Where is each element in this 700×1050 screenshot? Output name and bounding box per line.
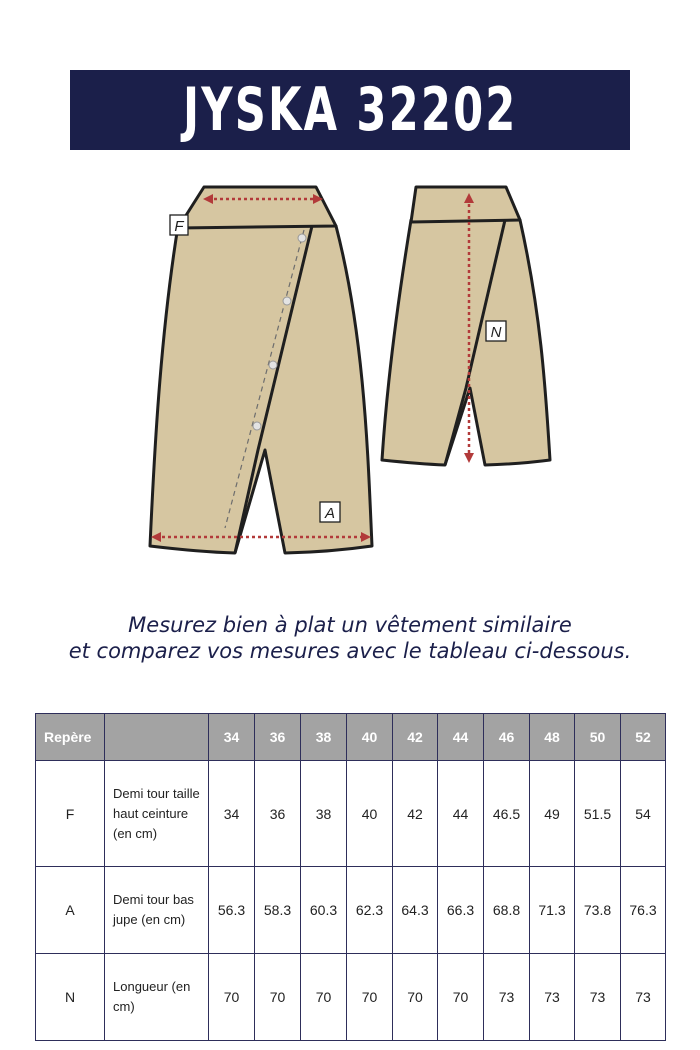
table-cell: 70 bbox=[209, 954, 255, 1041]
table-cell: 66.3 bbox=[438, 867, 484, 954]
title-banner bbox=[70, 70, 630, 150]
header-size: 42 bbox=[393, 714, 438, 761]
header-size: 52 bbox=[621, 714, 666, 761]
header-size: 50 bbox=[575, 714, 621, 761]
table-cell: 38 bbox=[301, 761, 347, 867]
back-skirt-body bbox=[382, 220, 550, 465]
header-size: 44 bbox=[438, 714, 484, 761]
table-cell: 54 bbox=[621, 761, 666, 867]
table-cell: 58.3 bbox=[255, 867, 301, 954]
button-icon bbox=[269, 361, 277, 369]
size-chart-table bbox=[35, 713, 666, 1041]
row-description: Demi tour taille haut ceinture (en cm) bbox=[105, 761, 209, 867]
header-size: 36 bbox=[255, 714, 301, 761]
table-cell: 73 bbox=[484, 954, 530, 1041]
back-waistband bbox=[411, 187, 520, 222]
table-row bbox=[36, 954, 666, 1041]
button-icon bbox=[283, 297, 291, 305]
skirt-illustration bbox=[140, 178, 560, 568]
table-header-row bbox=[36, 714, 666, 761]
row-mark: F bbox=[36, 761, 105, 867]
table-cell: 46.5 bbox=[484, 761, 530, 867]
measuring-instructions bbox=[0, 612, 700, 664]
table-cell: 62.3 bbox=[347, 867, 393, 954]
table-cell: 34 bbox=[209, 761, 255, 867]
table-cell: 40 bbox=[347, 761, 393, 867]
table-cell: 70 bbox=[347, 954, 393, 1041]
table-cell: 70 bbox=[393, 954, 438, 1041]
table-cell: 73 bbox=[530, 954, 575, 1041]
table-cell: 73 bbox=[621, 954, 666, 1041]
table-cell: 68.8 bbox=[484, 867, 530, 954]
table-cell: 60.3 bbox=[301, 867, 347, 954]
row-mark: A bbox=[36, 867, 105, 954]
table-cell: 56.3 bbox=[209, 867, 255, 954]
table-cell: 71.3 bbox=[530, 867, 575, 954]
header-repere: Repère bbox=[36, 714, 105, 761]
table-cell: 76.3 bbox=[621, 867, 666, 954]
header-size: 38 bbox=[301, 714, 347, 761]
table-cell: 51.5 bbox=[575, 761, 621, 867]
table-cell: 70 bbox=[301, 954, 347, 1041]
table-cell: 73 bbox=[575, 954, 621, 1041]
table-cell: 49 bbox=[530, 761, 575, 867]
table-cell: 36 bbox=[255, 761, 301, 867]
header-size: 46 bbox=[484, 714, 530, 761]
label-F: F bbox=[174, 218, 184, 235]
table-cell: 42 bbox=[393, 761, 438, 867]
table-cell: 70 bbox=[438, 954, 484, 1041]
skirt-front-view bbox=[150, 187, 372, 553]
header-description bbox=[105, 714, 209, 761]
header-size: 40 bbox=[347, 714, 393, 761]
row-mark: N bbox=[36, 954, 105, 1041]
table-cell: 64.3 bbox=[393, 867, 438, 954]
page-title: JYSKA 32202 bbox=[182, 75, 518, 145]
button-icon bbox=[253, 422, 261, 430]
table-cell: 70 bbox=[255, 954, 301, 1041]
skirt-back-view bbox=[382, 187, 550, 465]
label-N: N bbox=[490, 324, 502, 341]
front-waistband bbox=[178, 187, 336, 228]
header-size: 34 bbox=[209, 714, 255, 761]
row-description: Demi tour bas jupe (en cm) bbox=[105, 867, 209, 954]
instructions-line-2: et comparez vos mesures avec le tableau ci-dessous. bbox=[68, 639, 632, 663]
label-A: A bbox=[324, 505, 336, 522]
table-row bbox=[36, 867, 666, 954]
table-row bbox=[36, 761, 666, 867]
instructions-line-1: Mesurez bien à plat un vêtement similaire bbox=[128, 613, 572, 637]
button-icon bbox=[298, 234, 306, 242]
table-cell: 44 bbox=[438, 761, 484, 867]
row-description: Longueur (en cm) bbox=[105, 954, 209, 1041]
table-cell: 73.8 bbox=[575, 867, 621, 954]
header-size: 48 bbox=[530, 714, 575, 761]
